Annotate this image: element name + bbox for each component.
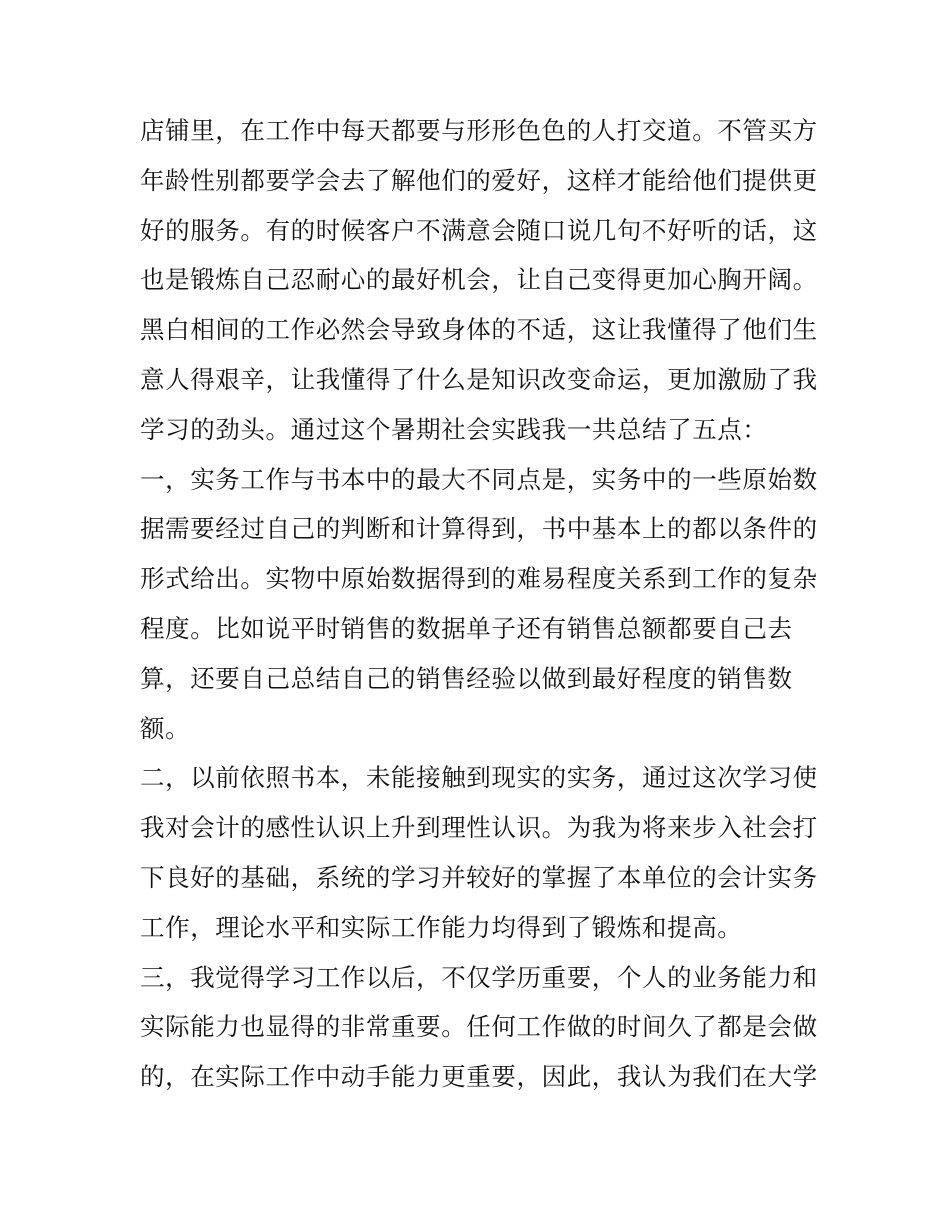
text-line: 三，我觉得学习工作以后，不仅学历重要，个人的业务能力和: [140, 962, 818, 992]
text-line: 店铺里，在工作中每天都要与形形色色的人打交道。不管买方: [140, 116, 818, 145]
text-line: 工作，理论水平和实际工作能力均得到了锻炼和提高。: [140, 912, 743, 942]
text-line: 形式给出。实物中原始数据得到的难易程度关系到工作的复杂: [140, 564, 818, 594]
text-line: 好的服务。有的时候客户不满意会随口说几句不好听的话，这: [140, 215, 818, 245]
text-line: 也是锻炼自己忍耐心的最好机会，让自己变得更加心胸开阔。: [140, 265, 818, 295]
text-line: 一，实务工作与书本中的最大不同点是，实务中的一些原始数: [140, 464, 818, 494]
text-line: 的，在实际工作中动手能力更重要，因此，我认为我们在大学: [140, 1062, 818, 1092]
text-line: 算，还要自己总结自己的销售经验以做到最好程度的销售数: [140, 663, 793, 693]
text-line: 据需要经过自己的判断和计算得到，书中基本上的都以条件的: [140, 514, 818, 544]
text-line: 实际能力也显得的非常重要。任何工作做的时间久了都是会做: [140, 1012, 818, 1042]
text-line: 我对会计的感性认识上升到理性认识。为我为将来步入社会打: [140, 813, 818, 843]
text-line: 二，以前依照书本，未能接触到现实的实务，通过这次学习使: [140, 763, 818, 793]
text-line: 黑白相间的工作必然会导致身体的不适，这让我懂得了他们生: [140, 315, 818, 345]
body-text: [140, 106, 820, 1102]
text-line: 学习的劲头。通过这个暑期社会实践我一共总结了五点：: [140, 414, 768, 444]
text-line: 下良好的基础，系统的学习并较好的掌握了本单位的会计实务: [140, 862, 818, 892]
text-line: 额。: [140, 713, 191, 743]
text-line: 年龄性别都要学会去了解他们的爱好，这样才能给他们提供更: [140, 165, 818, 195]
text-line: 意人得艰辛，让我懂得了什么是知识改变命运，更加激励了我: [140, 364, 818, 394]
text-line: 程度。比如说平时销售的数据单子还有销售总额都要自己去: [140, 613, 793, 643]
